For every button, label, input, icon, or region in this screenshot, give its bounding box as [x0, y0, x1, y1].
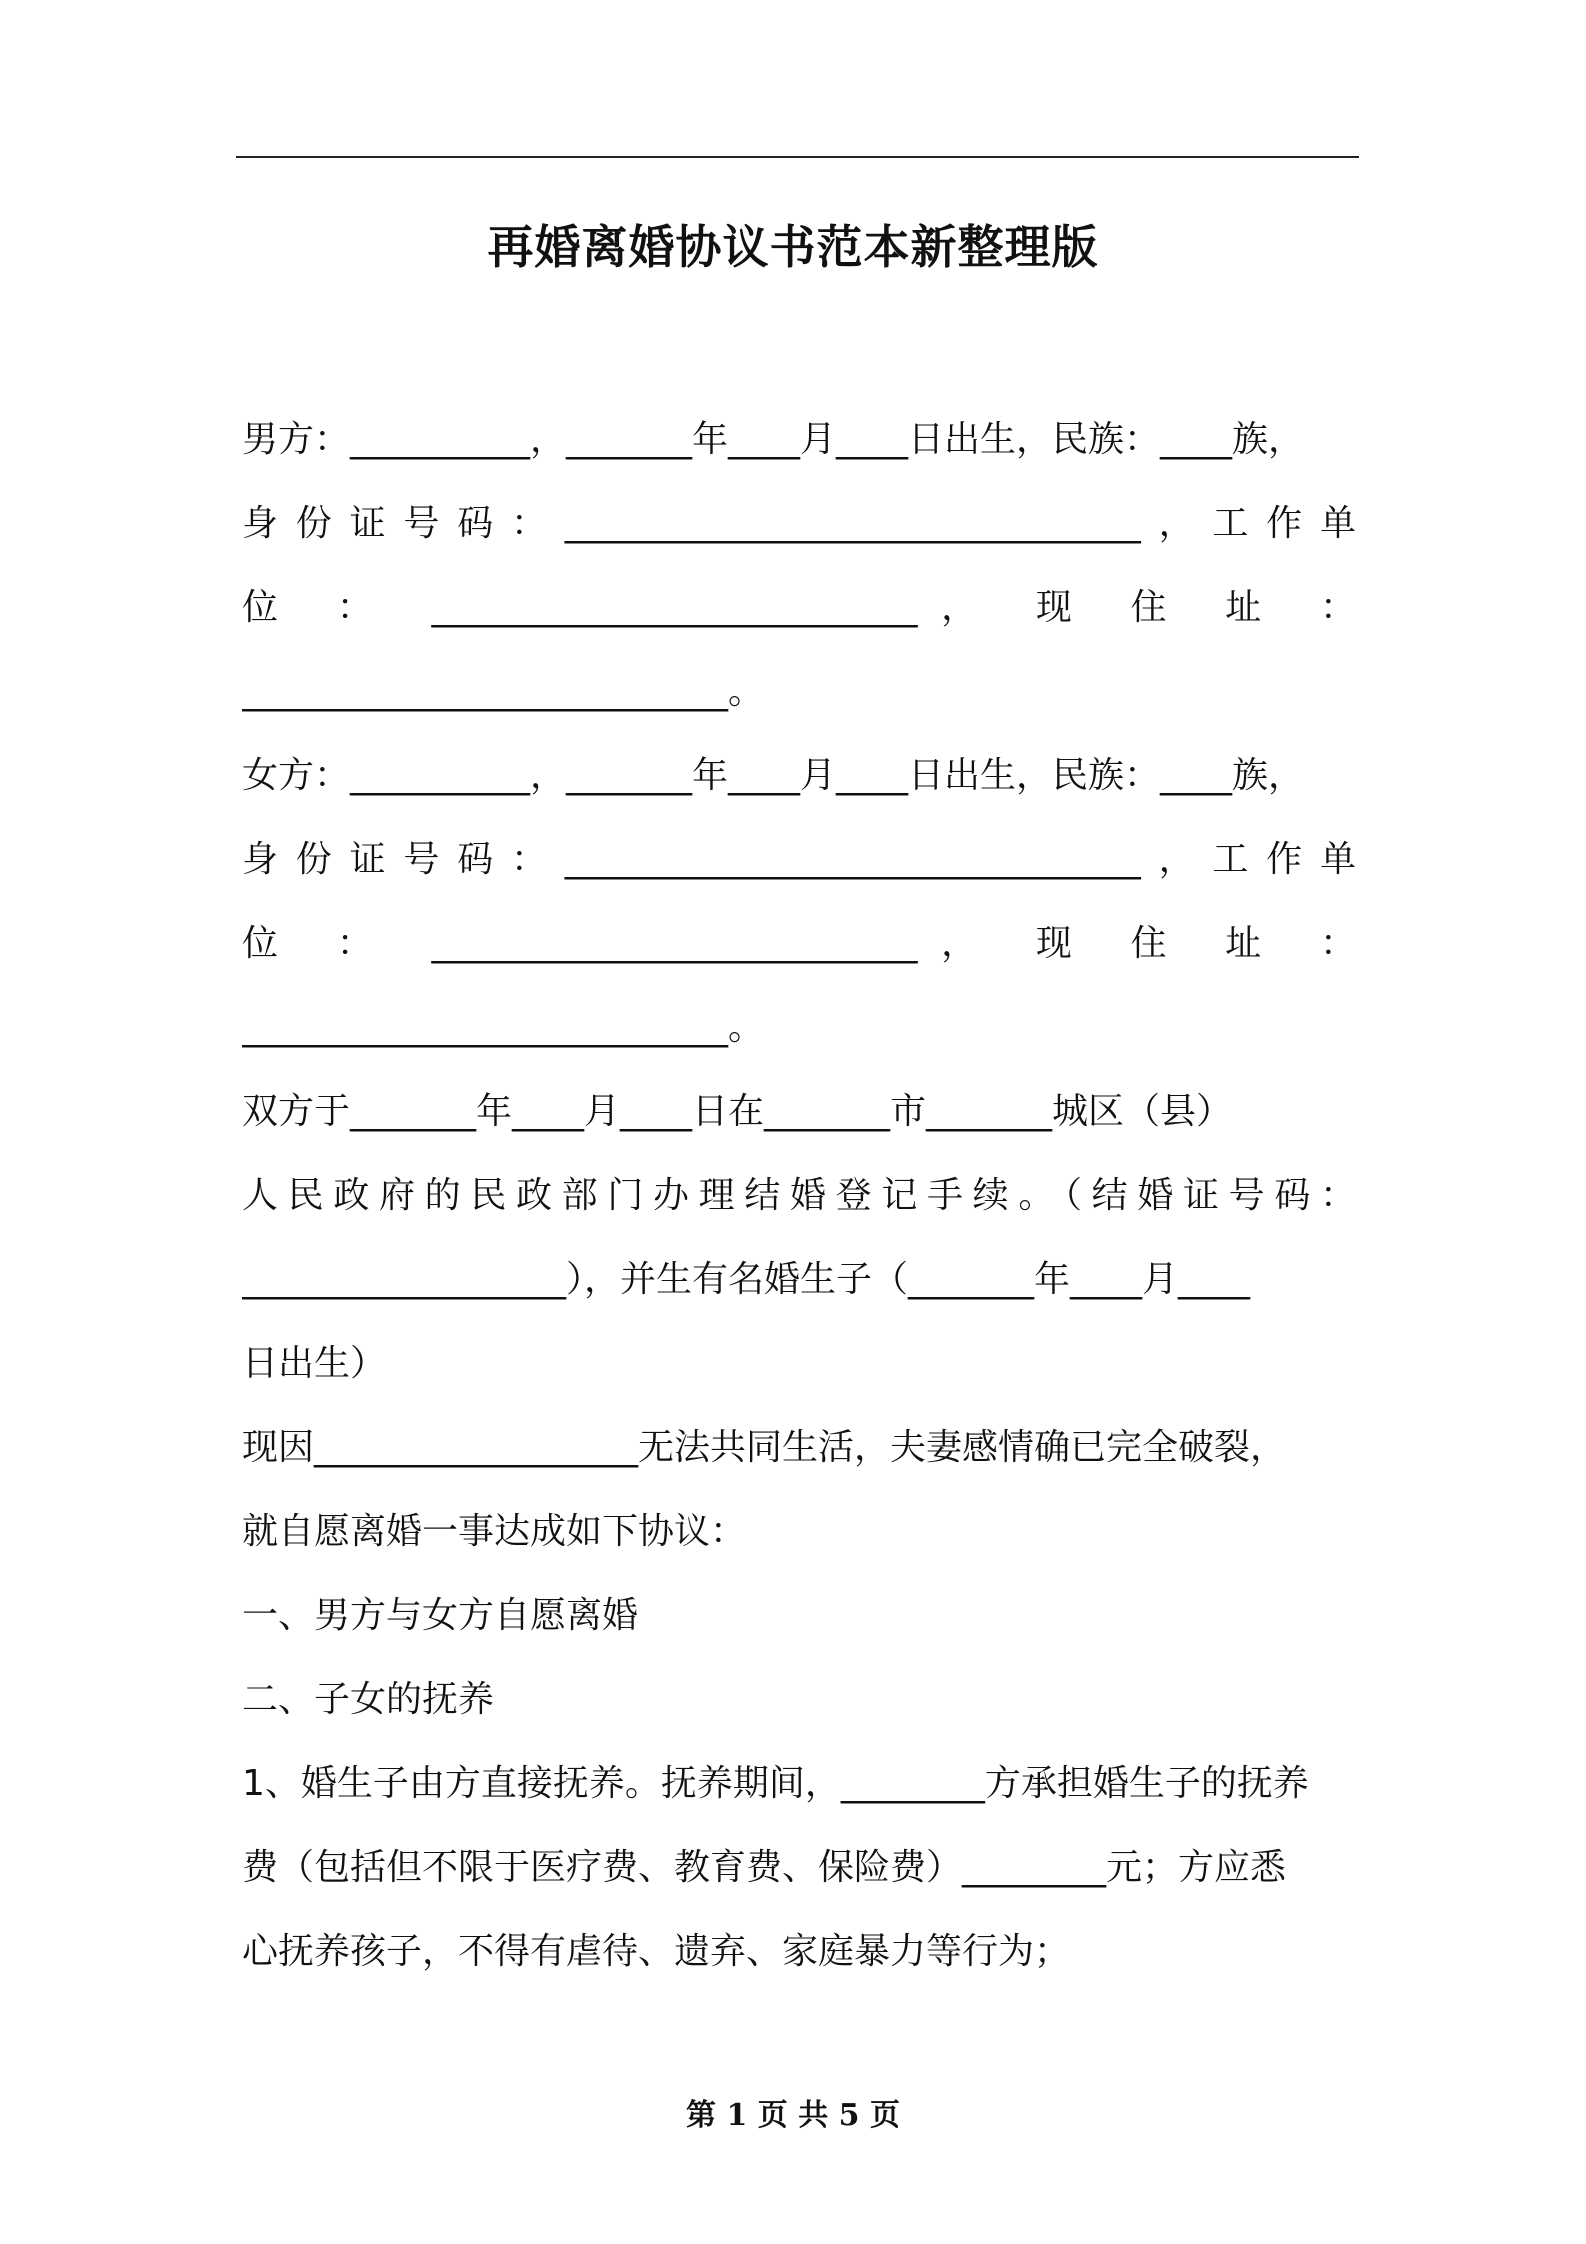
- section-heading-custody: 二、子女的抚养: [242, 1679, 495, 1720]
- body-line-registration: 人民政府的民政部门办理结婚登记手续。（结婚证号码：: [242, 1175, 1356, 1216]
- header-rule: [236, 156, 1359, 158]
- body-line-female-work-address: 位 ： ___________________________， 现 住 址 ：: [242, 923, 1356, 964]
- document-body: [242, 398, 1356, 1994]
- body-line-female-party: 女方：__________，_______年____月____日出生，民族：____族，: [242, 755, 1305, 796]
- body-line-male-address-blank: ___________________________。: [242, 671, 764, 712]
- body-line-reason: 现因__________________无法共同生活，夫妻感情确已完全破裂，: [242, 1427, 1287, 1468]
- body-line-custody-3: 心抚养孩子，不得有虐待、遗弃、家庭暴力等行为；: [242, 1931, 1071, 1972]
- section-heading-divorce: 一、男方与女方自愿离婚: [242, 1595, 639, 1636]
- body-line-male-id: 身份证号码：________________________________，工作单: [242, 503, 1356, 544]
- body-line-marriage-date: 双方于_______年____月____日在_______市_______城区（县）: [242, 1091, 1233, 1132]
- page-indicator: 第 1 页 共 5 页: [686, 2098, 900, 2133]
- body-line-female-address-blank: ___________________________。: [242, 1007, 764, 1048]
- document-title: 再婚离婚协议书范本新整理版: [487, 220, 1099, 274]
- body-line-child-birth: 日出生）: [242, 1343, 387, 1384]
- body-line-male-work-address: 位 ： ___________________________， 现 住 址 ：: [242, 587, 1356, 628]
- body-line-custody-2: 费（包括但不限于医疗费、教育费、保险费）________元；方应悉: [242, 1847, 1287, 1888]
- body-line-female-id: 身份证号码：________________________________，工作单: [242, 839, 1356, 880]
- body-line-certificate-child: __________________），并生有名婚生子（_______年____月____: [242, 1259, 1251, 1300]
- body-line-custody-1: 1、婚生子由方直接抚养。抚养期间，________方承担婚生子的抚养: [242, 1763, 1309, 1804]
- body-line-male-party: 男方：__________，_______年____月____日出生，民族：____族，: [242, 419, 1305, 460]
- body-line-agreement-intro: 就自愿离婚一事达成如下协议：: [242, 1511, 747, 1552]
